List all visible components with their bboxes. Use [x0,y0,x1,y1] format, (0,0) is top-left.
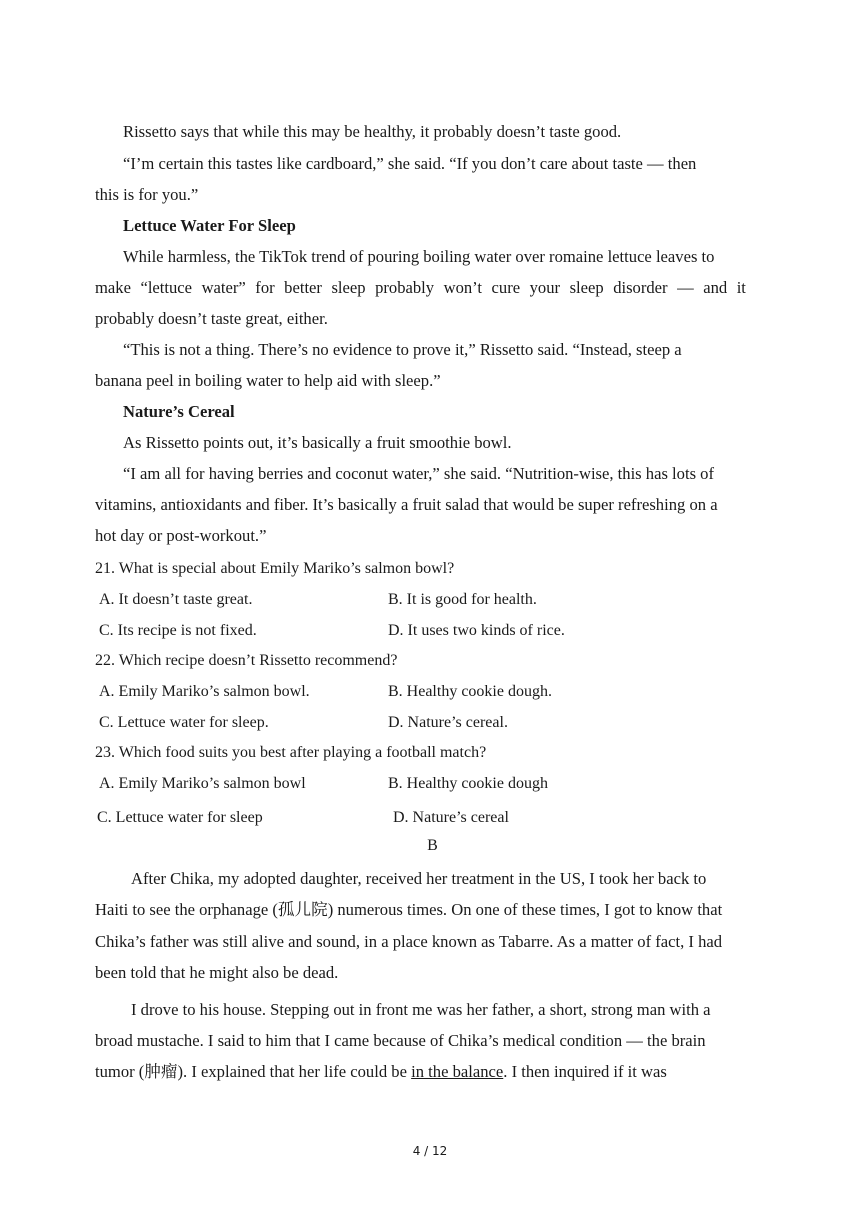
word: cure [491,278,521,297]
word: won’t [443,278,483,297]
paragraph-continuation: been told that he might also be dead. [95,963,339,982]
option-c: C. Lettuce water for sleep. [99,714,269,731]
word: better [284,278,322,297]
section-label: B [427,837,438,854]
option-d: D. Nature’s cereal [393,809,509,826]
paragraph-continuation: probably doesn’t taste great, either. [95,309,328,328]
word: sleep [331,278,366,297]
question-stem: 23. Which food suits you best after playing a football match? [95,744,487,761]
paragraph: I drove to his house. Stepping out in front me was her father, a short, strong man with a [131,1000,711,1019]
subheading-lettuce-water: Lettuce Water For Sleep [123,216,296,235]
paragraph: “This is not a thing. There’s no evidence to prove it,” Rissetto said. “Instead, steep a [123,340,682,359]
option-d: D. It uses two kinds of rice. [388,622,565,639]
word: it [736,278,746,297]
paragraph-continuation: vitamins, antioxidants and fiber. It’s basically a fruit salad that would be super refreshing on a [95,495,718,514]
paragraph-continuation: Chika’s father was still alive and sound, in a place known as Tabarre. As a matter of fact, I had [95,932,723,951]
paragraph-continuation: this is for you.” [95,185,199,204]
word: probably [375,278,435,297]
word: for [255,278,275,297]
paragraph-continuation: broad mustache. I said to him that I came because of Chika’s medical condition — the brain [95,1031,706,1050]
paragraph-continuation: banana peel in boiling water to help aid with sleep.” [95,371,441,390]
option-b: B. It is good for health. [388,591,537,608]
paragraph: “I am all for having berries and coconut water,” she said. “Nutrition-wise, this has lots of [123,464,715,483]
word: make [95,278,131,297]
word: “lettuce [140,278,193,297]
option-a: A. Emily Mariko’s salmon bowl [99,775,306,792]
paragraph-continuation [95,1062,667,1082]
paragraph: While harmless, the TikTok trend of pouring boiling water over romaine lettuce leaves to [123,247,715,266]
option-c: C. Its recipe is not fixed. [99,622,257,639]
text-after-underline: . I then inquired if it was [503,1062,667,1081]
option-d: D. Nature’s cereal. [388,714,508,731]
page-number: 4 / 12 [412,1144,448,1158]
word: water” [201,278,246,297]
paragraph-continuation [95,278,746,298]
underlined-phrase: in the balance [411,1062,504,1081]
paragraph-continuation: hot day or post-workout.” [95,526,267,545]
question-stem: 22. Which recipe doesn’t Rissetto recommend? [95,652,398,669]
paragraph: After Chika, my adopted daughter, received her treatment in the US, I took her back to [131,869,707,888]
word: — [677,278,694,297]
paragraph: As Rissetto points out, it’s basically a fruit smoothie bowl. [123,433,512,452]
word: your [529,278,561,297]
question-stem: 21. What is special about Emily Mariko’s salmon bowl? [95,560,455,577]
text-before-underline: tumor (肿瘤). I explained that her life could be [95,1062,407,1081]
word: disorder [613,278,668,297]
word: and [703,278,728,297]
option-b: B. Healthy cookie dough [388,775,548,792]
option-b: B. Healthy cookie dough. [388,683,552,700]
paragraph: “I’m certain this tastes like cardboard,” she said. “If you don’t care about taste — then [123,154,697,173]
paragraph-continuation: Haiti to see the orphanage (孤儿院) numerous times. On one of these times, I got to know that [95,900,723,919]
option-a: A. It doesn’t taste great. [99,591,253,608]
option-c: C. Lettuce water for sleep [97,809,263,826]
option-a: A. Emily Mariko’s salmon bowl. [99,683,310,700]
paragraph: Rissetto says that while this may be healthy, it probably doesn’t taste good. [123,122,622,141]
subheading-natures-cereal: Nature’s Cereal [123,402,235,421]
word: sleep [569,278,604,297]
